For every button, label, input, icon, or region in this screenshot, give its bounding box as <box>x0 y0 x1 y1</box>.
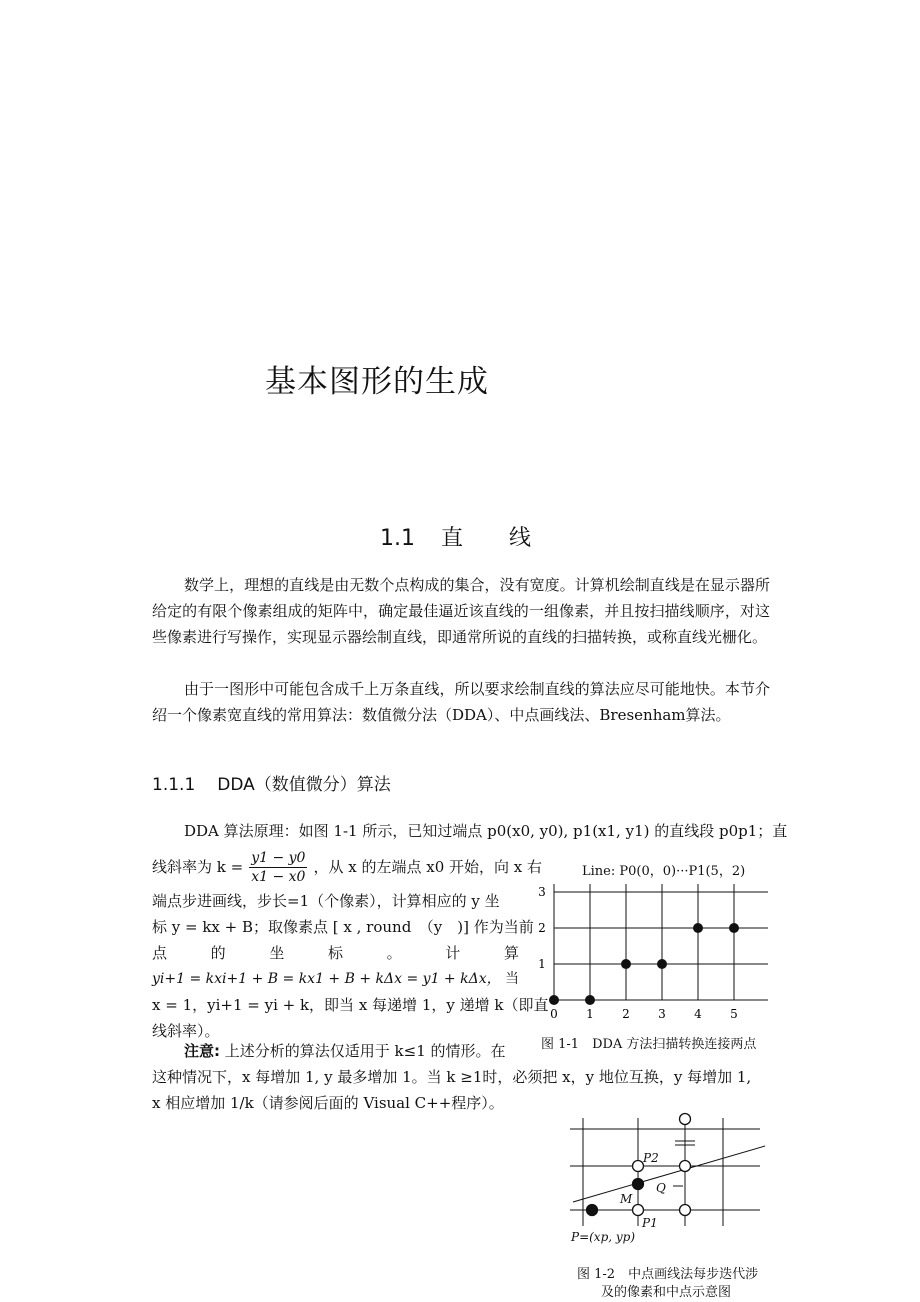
label-p: P=(xp, yp) <box>571 1230 636 1244</box>
empty-pixel <box>633 1205 644 1216</box>
subsection-heading <box>152 770 391 795</box>
note-line-2: 这种情况下，x 每增加 1, y 最多增加 1。当 k ≥1时，必须把 x，y 地位互换，y 每增加 1, <box>152 1068 752 1086</box>
subsection-number: 1.1.1 <box>152 775 196 795</box>
fraction-denominator: x1 − x0 <box>251 868 306 885</box>
chapter-title: 基本图形的生成 <box>265 364 489 400</box>
data-point <box>621 959 631 969</box>
iteration-formula: yi+1 = kxi+1 + B = kx1 + B + kΔx = y1 + kΔx， <box>152 971 501 987</box>
y-tick-label: 1 <box>538 957 546 971</box>
dda-line-3: 端点步进画线，步长=1（个像素），计算相应的 y 坐 <box>152 892 500 910</box>
dda-line-7: x = 1，yi+1 = yi + k，即当 x 每递增 1，y 递增 k（即直 <box>152 996 549 1014</box>
spread-char: 。 <box>386 944 402 962</box>
figure2-diagram <box>565 1108 775 1258</box>
spread-char: 坐 <box>269 944 285 962</box>
spread-char: 标 <box>327 944 343 962</box>
data-point <box>585 995 595 1005</box>
subsection-title: DDA（数值微分）算法 <box>217 775 391 795</box>
x-tick-label: 0 <box>550 1007 558 1021</box>
dda-line-1: DDA 算法原理：如图 1-1 所示，已知过端点 p0(x0, y0), p1(x1, y1) 的直线段 p0p1；直 <box>184 822 788 840</box>
section-title-a: 直 <box>441 526 464 551</box>
dda-line-5 <box>152 940 519 966</box>
paragraph-1: 数学上，理想的直线是由无数个点构成的集合，没有宽度。计算机绘制直线是在显示器所给定的有限个像素组成的矩阵中，确定最佳逼近该直线的一组像素，并且按扫描线顺序，对这些像素进行写操作，实现显示器绘制直线，即通常所说的直线的扫描转换，或称直线光栅化。 <box>152 576 770 646</box>
figure2-caption-line-1: 图 1-2 中点画线法每步迭代涉 <box>577 1267 759 1282</box>
figure1-chart <box>530 878 780 1023</box>
figure1-caption: 图 1-1 DDA 方法扫描转换连接两点 <box>541 1037 757 1052</box>
dda-line-8: 线斜率）。 <box>152 1022 220 1040</box>
x-tick-label: 3 <box>658 1007 666 1021</box>
data-point <box>693 923 703 933</box>
figure2-caption-line-2: 及的像素和中点示意图 <box>601 1285 732 1300</box>
figure2-grid <box>570 1118 765 1226</box>
section-heading <box>380 521 531 552</box>
empty-pixel <box>633 1161 644 1172</box>
data-point <box>729 923 739 933</box>
x-tick-label: 1 <box>586 1007 594 1021</box>
figure1-grid <box>554 884 768 1000</box>
label-m: M <box>620 1192 633 1206</box>
y-tick-label: 3 <box>538 885 546 899</box>
label-p2: P2 <box>643 1151 659 1165</box>
note-line-3: x 相应增加 1/k（请参阅后面的 Visual C++程序）。 <box>152 1094 504 1112</box>
x-tick-label: 2 <box>622 1007 630 1021</box>
spread-char: 点 <box>152 944 168 962</box>
empty-pixel <box>680 1161 691 1172</box>
dda-line-6 <box>152 966 519 992</box>
dda-left-column <box>152 846 549 1044</box>
slope-fraction <box>249 849 307 886</box>
data-point <box>549 995 559 1005</box>
figure1-title: Line: P0(0，0)···P1(5，2) <box>582 864 746 879</box>
section-number: 1.1 <box>380 526 415 551</box>
label-q: Q <box>656 1181 666 1195</box>
slope-tail: ，从 x 的左端点 x0 开始，向 x 右 <box>313 858 543 876</box>
ideal-line <box>573 1146 765 1202</box>
note-text-1: 上述分析的算法仅适用于 k≤1 的情形。在 <box>220 1042 506 1060</box>
data-point <box>657 959 667 969</box>
spread-char: 算 <box>503 944 519 962</box>
when-char: 当 <box>505 971 519 987</box>
slope-label: 线斜率为 k = <box>152 858 244 876</box>
note-label: 注意: <box>184 1042 220 1060</box>
empty-pixel <box>680 1114 691 1125</box>
dda-line-4: 标 y = kx + B；取像素点 [ x , round （y )] 作为当前 <box>152 918 534 936</box>
figure1-ticks <box>538 885 738 1021</box>
filled-pixel <box>587 1205 598 1216</box>
dda-line-2 <box>152 846 543 888</box>
spread-char: 的 <box>210 944 226 962</box>
paragraph-2: 由于一图形中可能包含成千上万条直线，所以要求绘制直线的算法应尽可能地快。本节介绍一个像素宽直线的常用算法：数值微分法（DDA）、中点画线法、Bresenham算法。 <box>152 680 770 724</box>
filled-pixel <box>633 1179 644 1190</box>
fraction-numerator: y1 − y0 <box>251 849 306 866</box>
label-p1: P1 <box>642 1216 658 1230</box>
x-tick-label: 4 <box>694 1007 702 1021</box>
note-line-1 <box>184 1038 506 1064</box>
empty-pixel <box>680 1205 691 1216</box>
x-tick-label: 5 <box>730 1007 738 1021</box>
section-title-b: 线 <box>509 526 532 551</box>
spread-char: 计 <box>445 944 461 962</box>
y-tick-label: 2 <box>538 921 546 935</box>
